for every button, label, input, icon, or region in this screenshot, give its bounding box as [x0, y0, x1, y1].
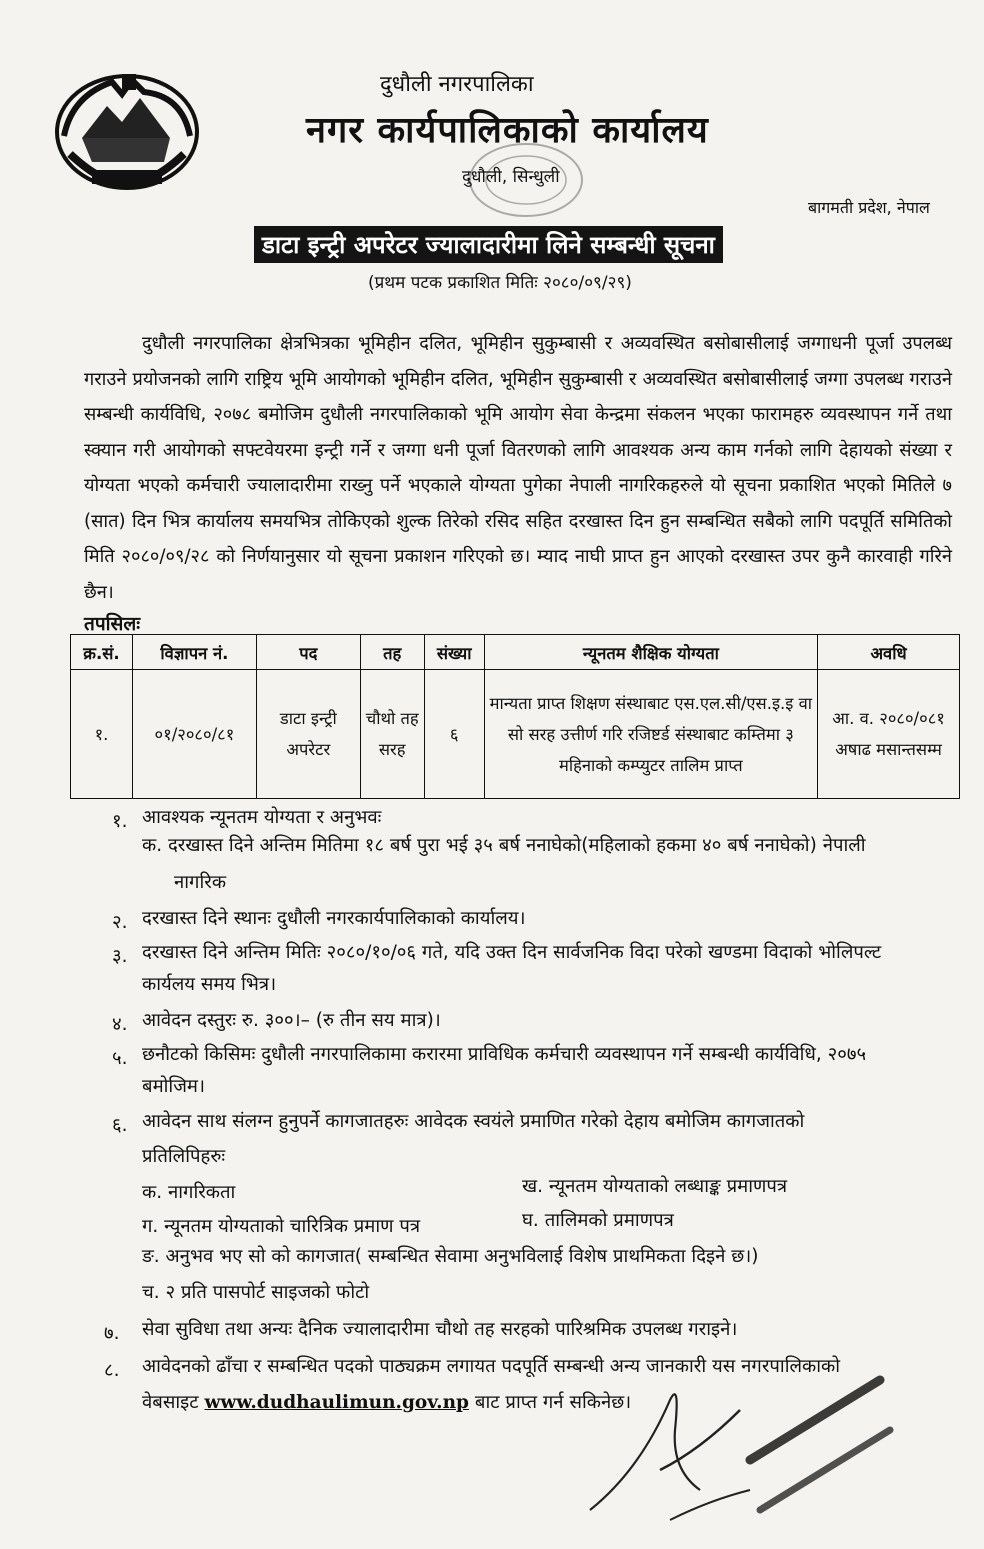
col-header-sn: क्र.सं. [71, 635, 133, 670]
item-number: ६. [112, 1115, 128, 1136]
office-location: दुधौली, सिन्धुली [462, 167, 560, 187]
document-nga: ङ. अनुभव भए सो को कागजात( सम्बन्धित सेवामा अनुभविलाई विशेष प्राथमिकता दिइने छ।) [142, 1246, 759, 1267]
item-text: सेवा सुविधा तथा अन्यः दैनिक ज्यालादारीमा चौथो तह सरहको पारिश्रमिक उपलब्ध गराइने। [142, 1319, 738, 1340]
published-date: (प्रथम पटक प्रकाशित मितिः २०८०/०९/२९) [368, 273, 632, 293]
cell-count: ६ [424, 670, 484, 799]
item-text: प्रतिलिपिहरुः [142, 1146, 226, 1167]
item-number: २. [112, 912, 128, 933]
website-suffix: बाट प्राप्त गर्न सकिनेछ। [474, 1392, 632, 1413]
item-text: आवश्यक न्यूनतम योग्यता र अनुभवः [142, 807, 382, 828]
item-number: ८. [104, 1360, 120, 1381]
col-header-qualification: न्यूनतम शैक्षिक योग्यता [484, 635, 817, 670]
notice-title: डाटा इन्ट्री अपरेटर ज्यालादारीमा लिने सम्बन्धी सूचना [254, 226, 723, 263]
item-text: आवेदनको ढाँचा र सम्बन्धित पदको पाठ्यक्रम लगायत पदपूर्ति सम्बन्धी अन्य जानकारी यस नगरपालिकाको [142, 1356, 841, 1377]
signature-stamp-icon [580, 1340, 910, 1540]
col-header-ad-no: विज्ञापन नं. [132, 635, 256, 670]
document-ga: ग. न्यूनतम योग्यताको चारित्रिक प्रमाण पत्र [142, 1216, 421, 1237]
item-text: दरखास्त दिने स्थानः दुधौली नगरकार्यपालिकाको कार्यालय। [142, 908, 526, 929]
website-prefix: वेबसाइट [142, 1392, 199, 1413]
document-kha: ख. न्यूनतम योग्यताको लब्धाङ्क प्रमाणपत्र [522, 1176, 788, 1197]
post-table [70, 634, 960, 799]
cell-post: डाटा इन्ट्री अपरेटर [256, 670, 360, 799]
details-label: तपसिलः [84, 613, 141, 635]
notice-body: दुधौली नगरपालिका क्षेत्रभित्रका भूमिहीन दलित, भूमिहीन सुकुम्बासी र अव्यवस्थित बसोबासीलाई जग्गाधनी पूर्जा उपलब्ध गराउने प्रयोजनको लागि राष्ट्रिय भूमि आयोगको भूमिहीन दलित, भूमिहीन सुकुम्बासी र अव्यवस्थित बसोबासीलाई जग्गा उपलब्ध गराउने सम्बन्धी कार्यविधि, २०७८ बमोजिम दुधौली नगरपालिकाको भूमि आयोग सेवा केन्द्रमा संकलन भएका फारामहरु व्यवस्थापन गर्ने तथा स्क्यान गरी आयोगको सफ्टवेयरमा इन्ट्री गर्ने र जग्गा धनी पूर्जा वितरणको लागि आवश्यक अन्य काम गर्नको लागि देहायको संख्या र योग्यता भएको कर्मचारी ज्यालादारीमा राख्नु पर्ने भएकाले योग्यता पुगेका नेपाली नागरिकहरुले यो सूचना प्रकाशित भएको मितिले ७ (सात) दिन भित्र कार्यालय समयभित्र तोकिएको शुल्क तिरेको रसिद सहित दरखास्त दिन हुन सम्बन्धित सबैको लागि पदपूर्ति समितिको मिति २०८०/०९/२८ को निर्णयानुसार यो सूचना प्रकाशन गरिएको छ। म्याद नाघी प्राप्त हुन आएको दरखास्त उपर कुनै कारवाही गरिने छैन। [84, 333, 952, 603]
item-number: १. [112, 811, 128, 832]
document-ka: क. नागरिकता [142, 1182, 236, 1203]
col-header-level: तह [360, 635, 424, 670]
nepal-emblem-icon [52, 66, 202, 194]
item-text [142, 1386, 631, 1420]
cell-sn: १. [71, 670, 133, 799]
item-text: आवेदन साथ संलग्न हुनुपर्ने कागजातहरुः आवेदक स्वयंले प्रमाणित गरेको देहाय बमोजिम कागजातको [142, 1111, 805, 1132]
item-number: ७. [104, 1323, 120, 1344]
cell-duration: आ. व. २०८०/०८१ अषाढ मसान्तसम्म [818, 670, 960, 799]
cell-level: चौथो तह सरह [360, 670, 424, 799]
item-text: छनौटको किसिमः दुधौली नगरपालिकामा करारमा प्राविधिक कर्मचारी व्यवस्थापन गर्ने सम्बन्धी कार्यविधि, २०७५ [142, 1044, 867, 1065]
document-gha: घ. तालिमको प्रमाणपत्र [522, 1210, 674, 1231]
document-cha: च. २ प्रति पासपोर्ट साइजको फोटो [142, 1282, 370, 1303]
item-number: ४. [112, 1014, 128, 1035]
item-text: दरखास्त दिने अन्तिम मितिः २०८०/१०/०६ गते, यदि उक्त दिन सार्वजनिक विदा परेको खण्डमा विदाको भोलिपल्ट [142, 942, 882, 963]
cell-qualification: मान्यता प्राप्त शिक्षण संस्थाबाट एस.एल.सी/एस.इ.इ वा सो सरह उत्तीर्ण गरि रजिष्टर्ड संस्थाबाट कम्तिमा ३ महिनाको कम्प्युटर तालिम प्राप्त [484, 670, 817, 799]
website-link[interactable]: www.dudhaulimun.gov.np [204, 1392, 469, 1413]
item-number: ५. [112, 1048, 128, 1069]
province-name: बागमती प्रदेश, नेपाल [808, 198, 930, 217]
table-header-row [71, 635, 960, 670]
item-text: कार्यलय समय भित्र। [142, 974, 277, 995]
table-row [71, 670, 960, 799]
item-text: नागरिक [174, 872, 227, 893]
office-title: नगर कार्यपालिकाको कार्यालय [306, 110, 709, 151]
col-header-count: संख्या [424, 635, 484, 670]
cell-ad-no: ०१/२०८०/८१ [132, 670, 256, 799]
col-header-post: पद [256, 635, 360, 670]
item-text: बमोजिम। [142, 1076, 206, 1097]
item-text: क. दरखास्त दिने अन्तिम मितिमा १८ बर्ष पुरा भई ३५ बर्ष ननाघेको(महिलाको हकमा ४० बर्ष ननाघेको) नेपाली [142, 835, 866, 856]
item-text: आवेदन दस्तुरः रु. ३००।– (रु तीन सय मात्र)। [142, 1010, 441, 1031]
col-header-duration: अवधि [818, 635, 960, 670]
municipality-name: दुधौली नगरपालिका [380, 72, 534, 97]
item-number: ३. [112, 946, 128, 967]
